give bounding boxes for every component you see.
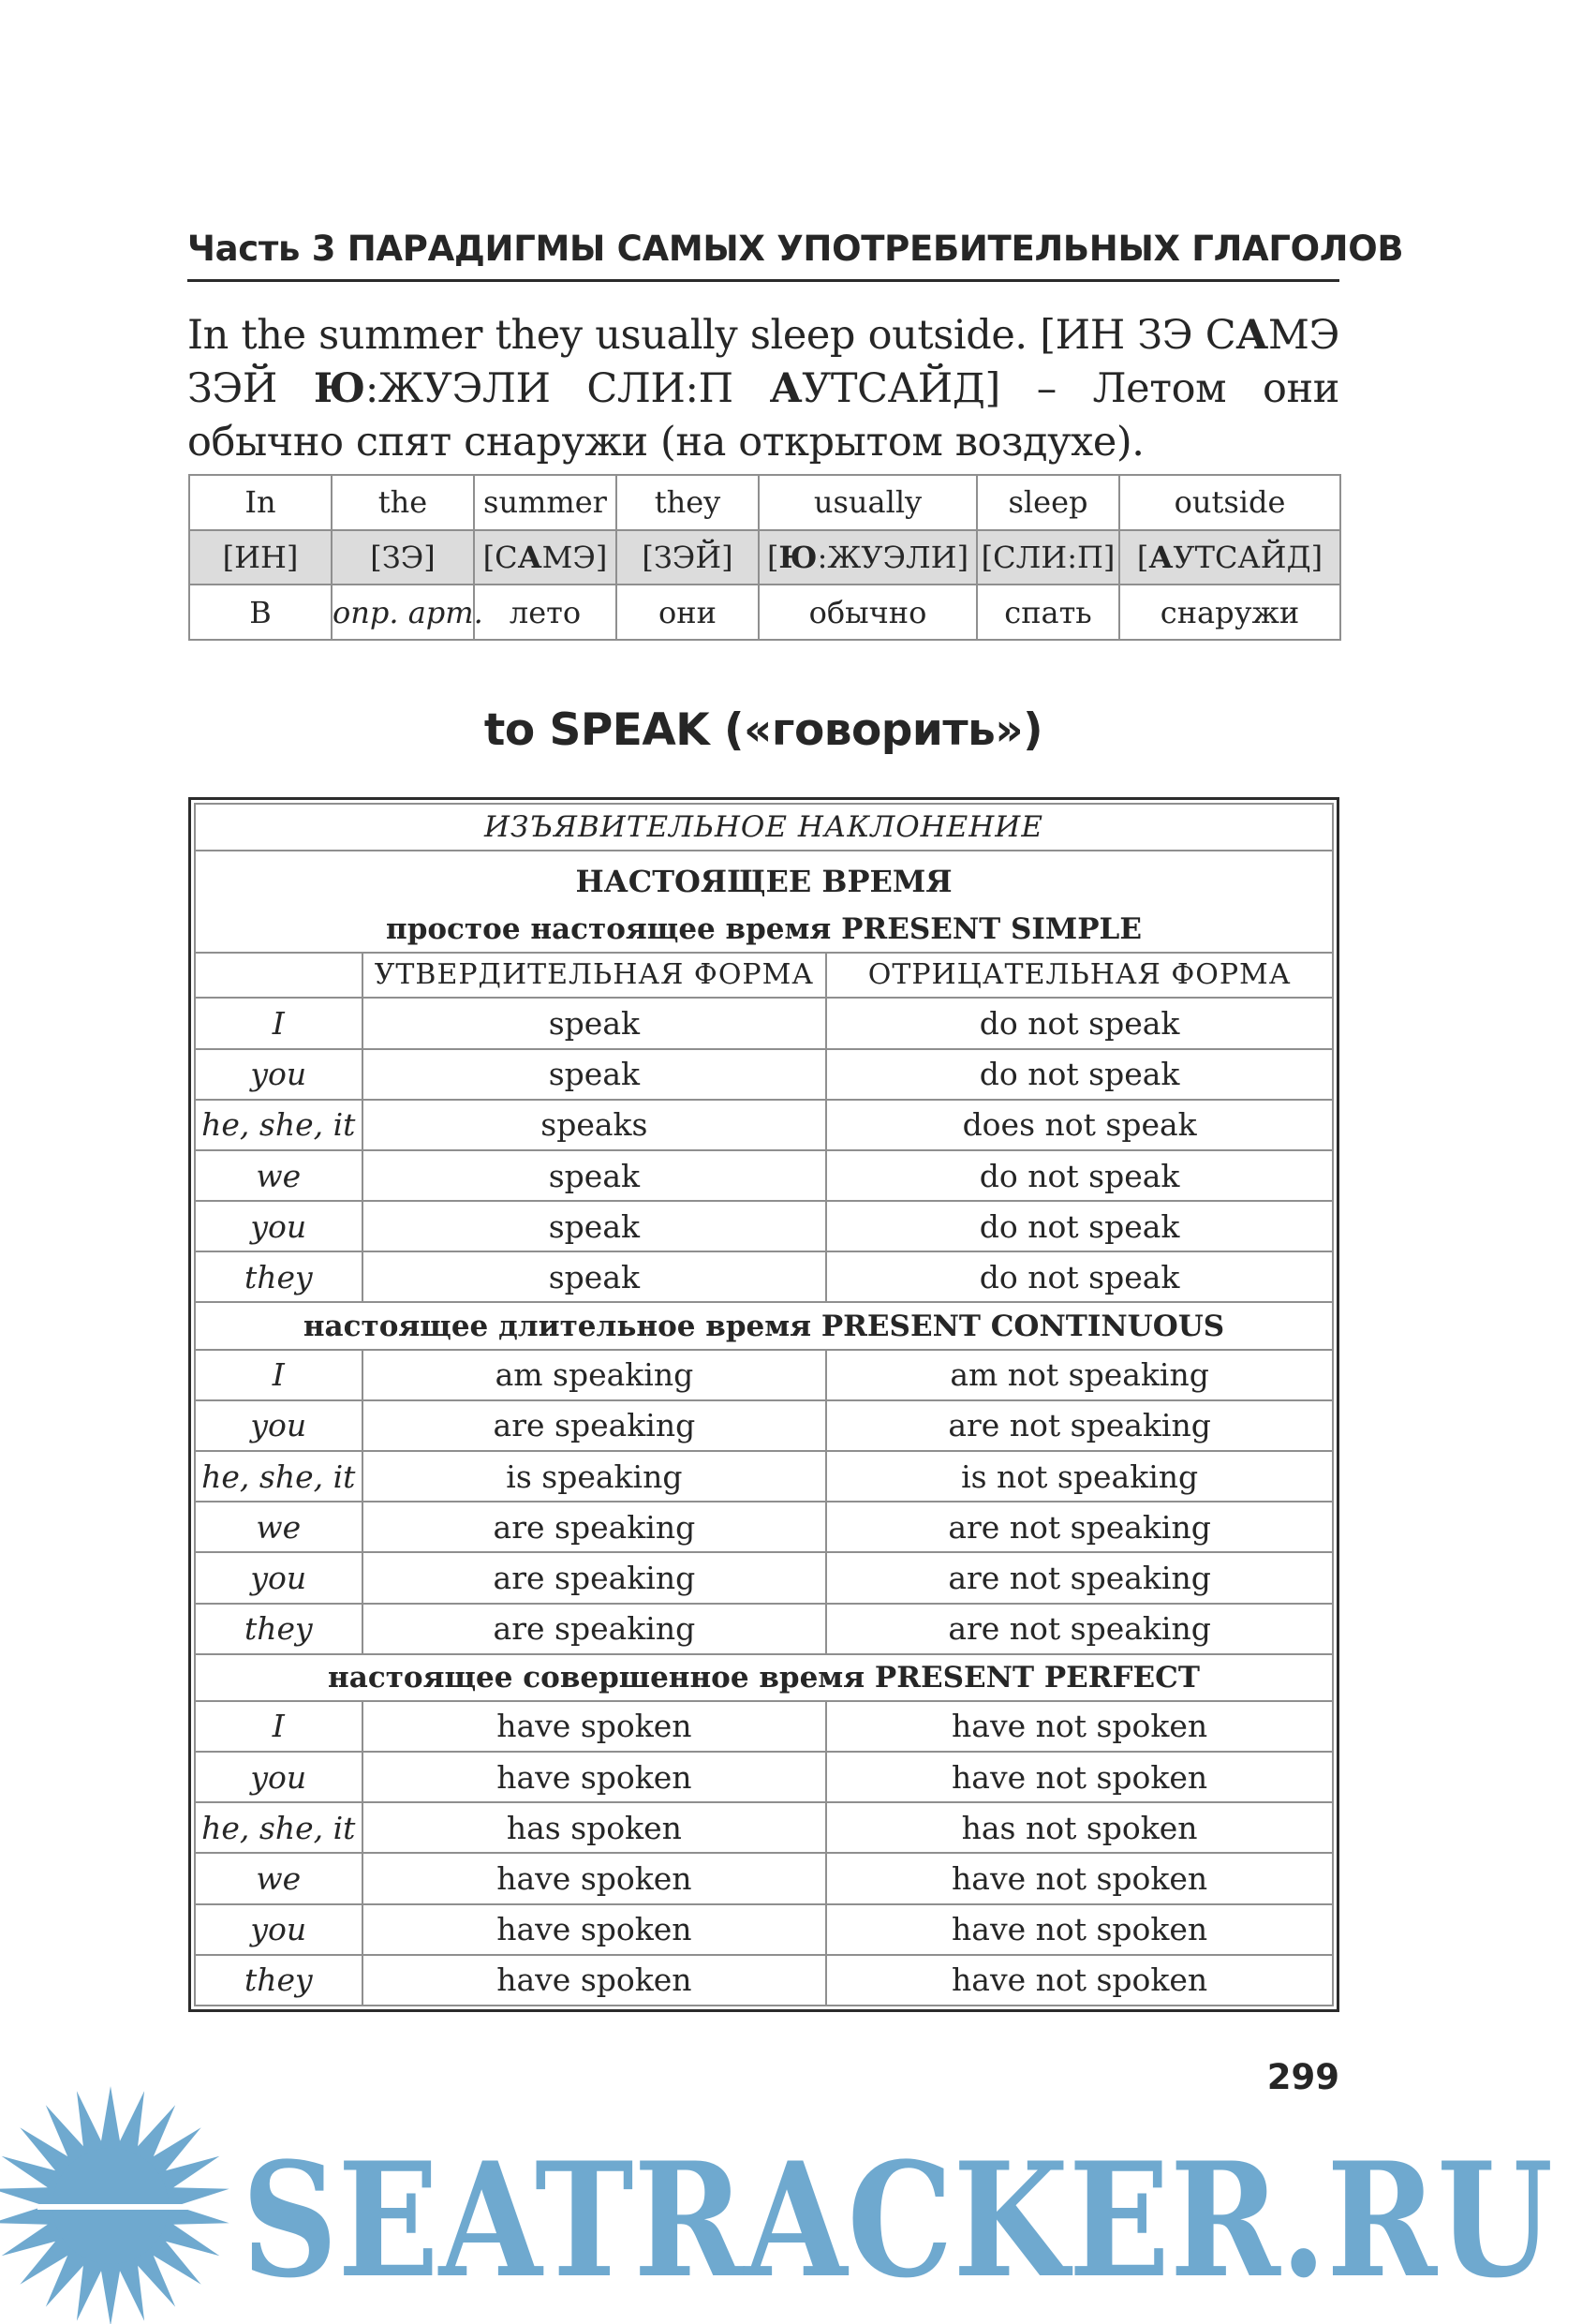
gloss-transcription: [ЗЭЙ] (616, 530, 759, 585)
table-row (195, 1552, 1333, 1603)
negative-cell: have not spoken (826, 1955, 1333, 2006)
gloss-word: sleep (977, 475, 1119, 530)
mood-row (195, 804, 1333, 851)
gloss-word: In (189, 475, 332, 530)
negative-cell: has not spoken (826, 1802, 1333, 1853)
example-text: МЭ ЗЭЙ (187, 312, 1339, 412)
affirmative-cell: is speaking (362, 1451, 827, 1502)
table-row (195, 1802, 1333, 1853)
negative-cell: do not speak (826, 1201, 1333, 1251)
gloss-translation: они (616, 585, 759, 640)
gloss-transcription: [ИН] (189, 530, 332, 585)
gloss-word: outside (1119, 475, 1340, 530)
example-text: In the summer they usually sleep outside. [ИН ЗЭ С (187, 312, 1236, 359)
table-row (195, 1451, 1333, 1502)
negative-cell: are not speaking (826, 1400, 1333, 1451)
conjugation-table (194, 803, 1334, 2006)
pronoun-cell: he, she, it (195, 1100, 362, 1150)
affirmative-cell: have spoken (362, 1904, 827, 1955)
affirmative-cell: speak (362, 998, 827, 1048)
affirmative-header: УТВЕРДИТЕЛЬНАЯ ФОРМА (362, 953, 827, 999)
empty-header-cell (195, 953, 362, 999)
affirmative-cell: are speaking (362, 1400, 827, 1451)
example-text: :ЖУЭЛИ СЛИ:П (364, 365, 770, 412)
section-row (195, 907, 1333, 953)
gloss-transcription: [САМЭ] (474, 530, 616, 585)
affirmative-cell: are speaking (362, 1604, 827, 1654)
negative-cell: is not speaking (826, 1451, 1333, 1502)
affirmative-cell: have spoken (362, 1955, 827, 2006)
affirmative-cell: speak (362, 1150, 827, 1201)
negative-cell: are not speaking (826, 1552, 1333, 1603)
stress-mark: Ю (313, 365, 365, 412)
negative-cell: do not speak (826, 998, 1333, 1048)
table-row (195, 1904, 1333, 1955)
gloss-transcription: [АУТСАЙД] (1119, 530, 1340, 585)
pronoun-cell: you (195, 1552, 362, 1603)
section-row (195, 1654, 1333, 1701)
affirmative-cell: are speaking (362, 1552, 827, 1603)
pronoun-cell: I (195, 998, 362, 1048)
pronoun-cell: they (195, 1604, 362, 1654)
negative-cell: do not speak (826, 1150, 1333, 1201)
negative-cell: does not speak (826, 1100, 1333, 1150)
column-header-row (195, 953, 1333, 999)
table-row (195, 1853, 1333, 1903)
pronoun-cell: I (195, 1701, 362, 1752)
negative-cell: am not speaking (826, 1350, 1333, 1400)
pronoun-cell: he, she, it (195, 1802, 362, 1853)
pronoun-cell: we (195, 1150, 362, 1201)
gloss-translation: лето (474, 585, 616, 640)
tense-heading: НАСТОЯЩЕЕ ВРЕМЯ (195, 851, 1333, 906)
affirmative-cell: speak (362, 1049, 827, 1100)
negative-cell: have not spoken (826, 1752, 1333, 1802)
pronoun-cell: you (195, 1201, 362, 1251)
watermark (0, 2084, 1582, 2324)
table-row (195, 1400, 1333, 1451)
gloss-word: usually (759, 475, 977, 530)
pronoun-cell: he, she, it (195, 1451, 362, 1502)
running-header-text: Часть 3 ПАРАДИГМЫ САМЫХ УПОТРЕБИТЕЛЬНЫХ ГЛАГОЛОВ (187, 228, 1404, 269)
pronoun-cell: you (195, 1400, 362, 1451)
table-row (195, 1100, 1333, 1150)
table-row (195, 998, 1333, 1048)
gloss-translation: спать (977, 585, 1119, 640)
table-row (195, 1752, 1333, 1802)
gloss-transcription-row (189, 530, 1340, 585)
negative-cell: are not speaking (826, 1604, 1333, 1654)
verb-title: to SPEAK («говорить») (483, 704, 1043, 756)
gloss-translation: В (189, 585, 332, 640)
pronoun-cell: you (195, 1904, 362, 1955)
stress-mark: А (1235, 312, 1268, 359)
gloss-word: they (616, 475, 759, 530)
section-row (195, 1302, 1333, 1349)
negative-cell: do not speak (826, 1251, 1333, 1302)
mood-heading: ИЗЪЯВИТЕЛЬНОЕ НАКЛОНЕНИЕ (195, 804, 1333, 851)
pronoun-cell: they (195, 1955, 362, 2006)
gloss-transcription: [СЛИ:П] (977, 530, 1119, 585)
sun-icon (0, 2086, 229, 2324)
affirmative-cell: have spoken (362, 1701, 827, 1752)
section-heading: настоящее совершенное время PRESENT PERFECT (195, 1654, 1333, 1701)
pronoun-cell: you (195, 1049, 362, 1100)
table-row (195, 1251, 1333, 1302)
gloss-table (188, 474, 1341, 641)
gloss-word: the (332, 475, 474, 530)
page-number: 299 (1266, 2057, 1339, 2097)
tense-row (195, 851, 1333, 906)
affirmative-cell: speak (362, 1201, 827, 1251)
gloss-translation: обычно (759, 585, 977, 640)
negative-cell: have not spoken (826, 1904, 1333, 1955)
affirmative-cell: has spoken (362, 1802, 827, 1853)
conjugation-table-frame (188, 797, 1339, 2012)
affirmative-cell: speaks (362, 1100, 827, 1150)
table-row (195, 1049, 1333, 1100)
affirmative-cell: are speaking (362, 1502, 827, 1552)
negative-cell: do not speak (826, 1049, 1333, 1100)
negative-cell: have not spoken (826, 1701, 1333, 1752)
watermark-text: SEATRACKER.RU (242, 2127, 1553, 2313)
negative-cell: have not spoken (826, 1853, 1333, 1903)
table-row (195, 1502, 1333, 1552)
table-row (195, 1350, 1333, 1400)
gloss-transcription: [ЗЭ] (332, 530, 474, 585)
pronoun-cell: we (195, 1502, 362, 1552)
pronoun-cell: they (195, 1251, 362, 1302)
negative-header: ОТРИЦАТЕЛЬНАЯ ФОРМА (826, 953, 1333, 999)
gloss-transcription: [Ю:ЖУЭЛИ] (759, 530, 977, 585)
running-header (187, 217, 1404, 282)
table-row (195, 1201, 1333, 1251)
table-row (195, 1955, 1333, 2006)
gloss-translation: опр. арт. (332, 585, 474, 640)
gloss-translation: снаружи (1119, 585, 1340, 640)
affirmative-cell: have spoken (362, 1752, 827, 1802)
pronoun-cell: I (195, 1350, 362, 1400)
stress-mark: А (769, 365, 803, 412)
affirmative-cell: have spoken (362, 1853, 827, 1903)
example-sentence (187, 309, 1339, 469)
pronoun-cell: you (195, 1752, 362, 1802)
negative-cell: are not speaking (826, 1502, 1333, 1552)
gloss-translation-row (189, 585, 1340, 640)
example-text: УТСАЙД] – Летом они обычно спят снаружи (на открытом воздухе). (187, 365, 1339, 466)
pronoun-cell: we (195, 1853, 362, 1903)
affirmative-cell: speak (362, 1251, 827, 1302)
section-heading: настоящее длительное время PRESENT CONTINUOUS (195, 1302, 1333, 1349)
table-row (195, 1604, 1333, 1654)
table-row (195, 1701, 1333, 1752)
gloss-word: summer (474, 475, 616, 530)
affirmative-cell: am speaking (362, 1350, 827, 1400)
gloss-words-row (189, 475, 1340, 530)
table-row (195, 1150, 1333, 1201)
section-heading: простое настоящее время PRESENT SIMPLE (195, 907, 1333, 953)
